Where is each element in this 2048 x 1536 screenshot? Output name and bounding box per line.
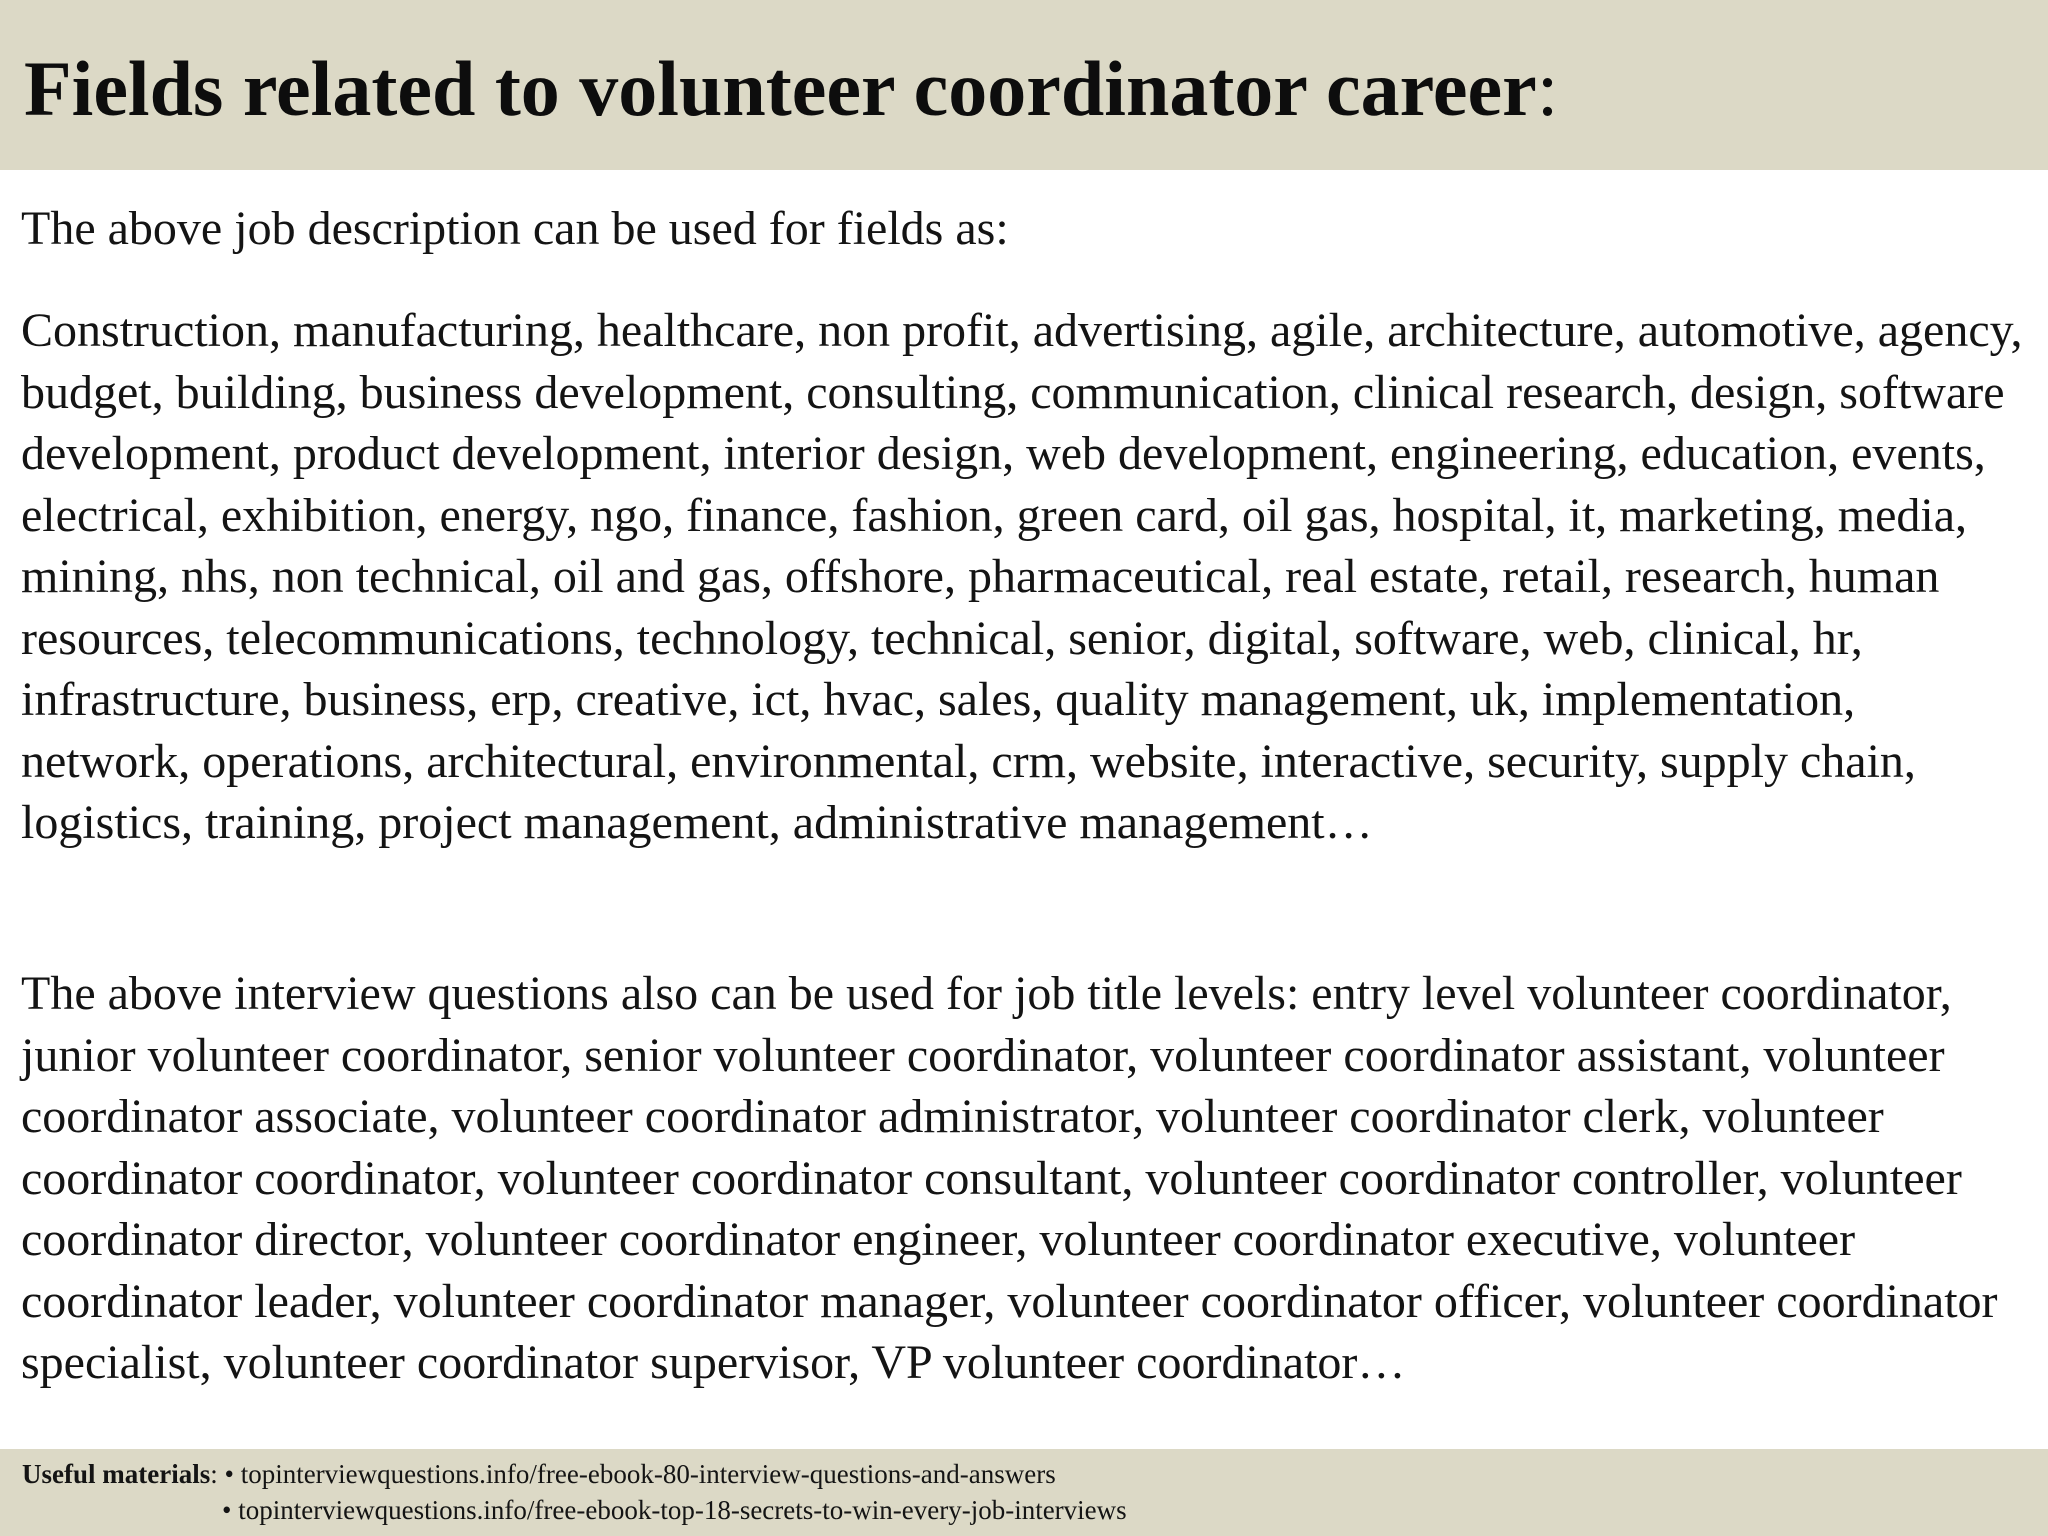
intro-paragraph: The above job description can be used for fields as: xyxy=(21,202,1009,255)
useful-materials-label: Useful materials xyxy=(22,1459,211,1489)
footer-resources-row-2 xyxy=(222,1493,1127,1527)
resource-link-ebook-80-questions[interactable]: topinterviewquestions.info/free-ebook-80-interview-questions-and-answers xyxy=(240,1459,1056,1489)
bullet-icon: • xyxy=(224,1459,241,1489)
slide-title-colon: : xyxy=(1536,45,1559,132)
footer-resources-row xyxy=(22,1457,1056,1491)
job-levels-paragraph: The above interview questions also can be used for job title levels: entry level volunteer coordinator, junior volunteer coordinator, senior volunteer coordinator, volunteer coordinator assistant, volunteer coordinator associate, volunteer coordinator administrator, volunteer coordinator clerk, volunteer coordinator coordinator, volunteer coordinator consultant, volunteer coordinator controller, volunteer coordinator director, volunteer coordinator engineer, volunteer coordinator executive, volunteer coordinator leader, volunteer coordinator manager, volunteer coordinator officer, volunteer coordinator specialist, volunteer coordinator supervisor, VP volunteer coordinator… xyxy=(21,967,1998,1389)
resource-link-ebook-18-secrets[interactable]: topinterviewquestions.info/free-ebook-top-18-secrets-to-win-every-job-interviews xyxy=(238,1495,1127,1525)
fields-paragraph: Construction, manufacturing, healthcare, non profit, advertising, agile, architecture, automotive, agency, budget, building, business development, consulting, communication, clinical research, design, software development, product development, interior design, web development, engineering, education, events, electrical, exhibition, energy, ngo, finance, fashion, green card, oil gas, hospital, it, marketing, media, mining, nhs, non technical, oil and gas, offshore, pharmaceutical, real estate, retail, research, human resources, telecommunications, technology, technical, senior, digital, software, web, clinical, hr, infrastructure, business, erp, creative, ict, hvac, sales, quality management, uk, implementation, network, operations, architectural, environmental, crm, website, interactive, security, supply chain, logistics, training, project management, administrative management… xyxy=(21,304,2023,849)
useful-materials-colon: : xyxy=(210,1459,225,1489)
slide-title-text: Fields related to volunteer coordinator career xyxy=(24,45,1537,132)
bullet-icon: • xyxy=(222,1495,239,1525)
slide-title xyxy=(24,44,1558,134)
